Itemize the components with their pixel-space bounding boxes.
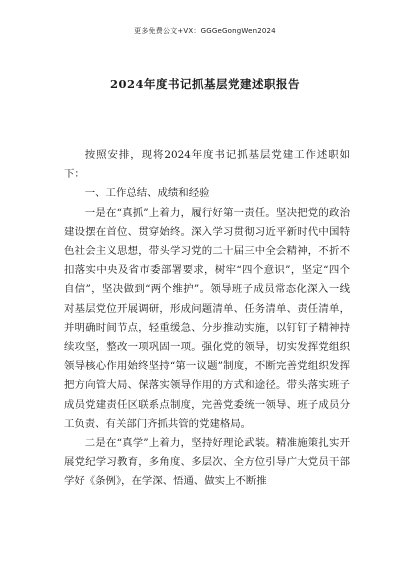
paragraph-section-heading: 一、工作总结、成绩和经验 (84, 187, 210, 200)
paragraph-point-two: 二是在“真学”上着力，坚持好理论武装。精准施策扎实开展党纪学习教育，多角度、多层次、全方位引导广大党员干部学好《条例》，在学深、悟通、做实上不断推 (64, 437, 350, 488)
document-title: 2024年度书记抓基层党建述职报告 (109, 77, 300, 91)
paragraph-intro: 按照安排，现将2024年度书记抓基层党建工作述职如下： (64, 149, 350, 181)
document-body (64, 146, 350, 492)
paragraph-point-one: 一是在“真抓”上着力，履行好第一责任。坚决把党的政治建设摆在首位、贯穿始终。深入学习贯彻习近平新时代中国特色社会主义思想，带头学习党的二十届三中全会精神，不折不扣落实中央及省市委部署要求，树牢“四个意识”，坚定“四个自信”，坚决做到“两个维护”。领导班子成员常态化深入一线对基层党位开展调研，形成问题清单、任务清单、责任清单，并明确时间节点，轻重缓急、分步推动实施，以钉钉子精神持续攻坚，整改一项巩固一项。强化党的领导，切实发挥党组织领导核心作用始终坚持“第一议题”制度，不断完善党组织发挥把方向管大局、保落实领导作用的方式和途径。带头落实班子成员党建责任区联系点制度，完善党委统一领导、班子成员分工负责、有关部门齐抓共管的党建格局。 (64, 206, 350, 430)
header-note: 更多免费公文+VX：GGGeGongWen2024 (134, 27, 276, 35)
